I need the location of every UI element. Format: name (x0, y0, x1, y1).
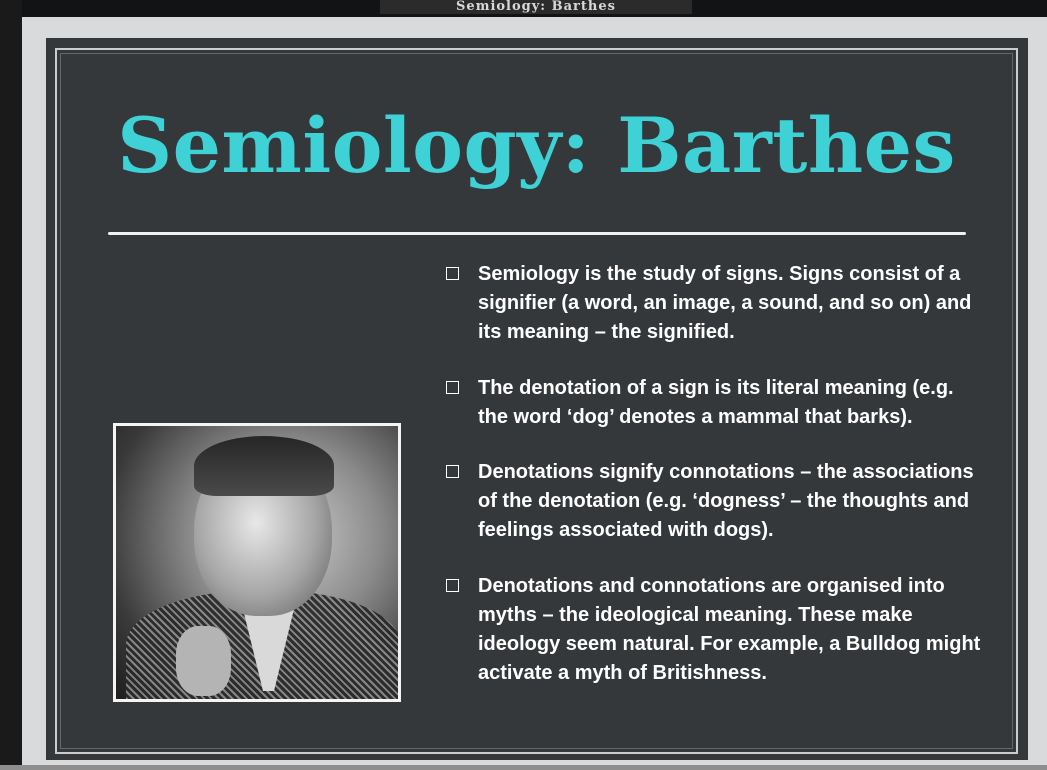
left-sidebar-strip (0, 0, 22, 770)
slide-title: Semiology: Barthes (117, 101, 956, 190)
bullet-text: Semiology is the study of signs. Signs consist of a signifier (a word, an image, a sound, and so on) and its meaning – the signified. (478, 263, 972, 343)
bullet-item (441, 260, 981, 347)
photo-hand (176, 626, 231, 696)
bullet-text: Denotations and connotations are organised into myths – the ideological meaning. These make ideology seem natural. For example, a Bulldog might activate a myth of Britishness. (478, 575, 981, 684)
square-bullet-icon (446, 267, 459, 280)
bullet-item (441, 458, 981, 545)
bullet-text: Denotations signify connotations – the associations of the denotation (e.g. ‘dogness’ – the thoughts and feelings associated with dogs). (478, 461, 974, 541)
photo-hair (194, 436, 334, 496)
title-divider (108, 232, 966, 235)
square-bullet-icon (446, 465, 459, 478)
bullet-item (441, 374, 981, 432)
window-title: Semiology: Barthes (380, 0, 692, 14)
square-bullet-icon (446, 381, 459, 394)
bottom-scroll-strip[interactable] (0, 765, 1047, 770)
portrait-photo (113, 423, 401, 702)
bullet-text: The denotation of a sign is its literal meaning (e.g. the word ‘dog’ denotes a mammal that barks). (478, 377, 954, 428)
square-bullet-icon (446, 579, 459, 592)
bullet-list (441, 260, 981, 716)
bullet-item (441, 572, 981, 688)
